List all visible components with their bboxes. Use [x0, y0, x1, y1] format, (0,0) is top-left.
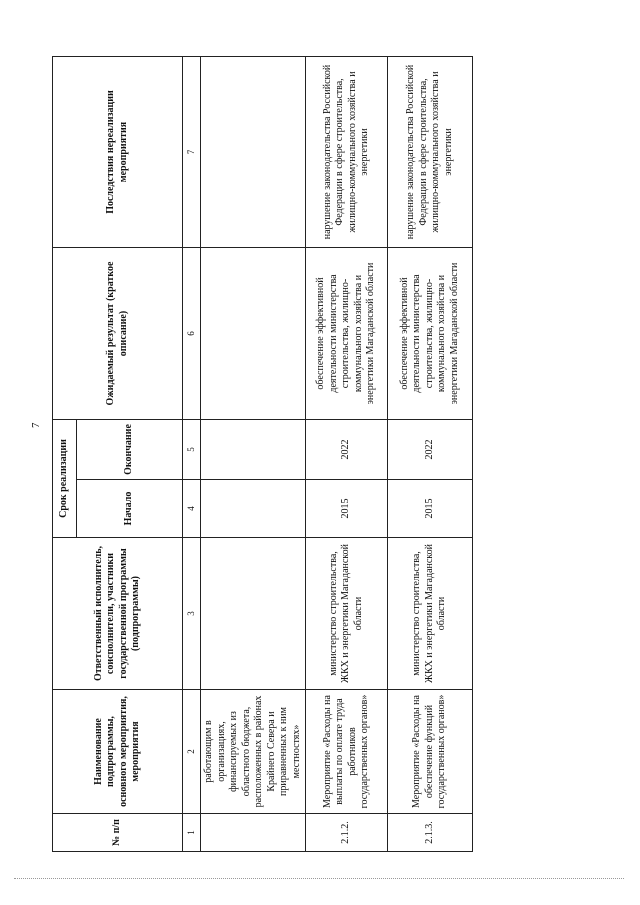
header-consequence: Последствия нереализации мероприятия — [53, 57, 183, 248]
page-number: 7 — [30, 422, 42, 428]
column-numbers-row — [183, 57, 201, 852]
col-number: 4 — [183, 480, 201, 538]
row-end — [201, 420, 306, 480]
row-name: Мероприятие «Расходы на обеспечение функций государственных органов» — [388, 690, 473, 814]
col-number: 6 — [183, 248, 201, 420]
table-row — [388, 57, 473, 852]
row-num — [201, 814, 306, 852]
row-end: 2022 — [306, 420, 388, 480]
col-number: 5 — [183, 420, 201, 480]
row-end: 2022 — [388, 420, 473, 480]
col-number: 3 — [183, 538, 201, 690]
row-executor: министерство строительства, ЖКХ и энергетики Магаданской области — [388, 538, 473, 690]
rotated-table-container — [52, 57, 460, 852]
program-table — [52, 56, 473, 852]
table-row — [306, 57, 388, 852]
col-number: 1 — [183, 814, 201, 852]
col-number: 7 — [183, 57, 201, 248]
row-consequence: нарушение законодательства Российской Федерации в сфере строительства, жилищно-коммунального хозяйства и энергетики — [388, 57, 473, 248]
header-period: Срок реализации — [53, 420, 77, 538]
row-executor: министерство строительства, ЖКХ и энергетики Магаданской области — [306, 538, 388, 690]
table-row — [201, 57, 306, 852]
header-result: Ожидаемый результат (краткое описание) — [53, 248, 183, 420]
row-consequence: нарушение законодательства Российской Федерации в сфере строительства, жилищно-коммунального хозяйства и энергетики — [306, 57, 388, 248]
row-num: 2.1.2. — [306, 814, 388, 852]
col-number: 2 — [183, 690, 201, 814]
row-result: обеспечение эффективной деятельности министерства строительства, жилищно-коммунального хозяйства и энергетики Магаданской области — [306, 248, 388, 420]
row-num: 2.1.3. — [388, 814, 473, 852]
header-row-1 — [53, 57, 77, 852]
row-start: 2015 — [306, 480, 388, 538]
footer-divider — [14, 878, 624, 879]
header-end: Окончание — [77, 420, 183, 480]
row-executor — [201, 538, 306, 690]
row-name: работающим в организациях, финансируемых из областного бюджета, расположенных в районах Крайнего Севера и приравненных к ним местностях» — [201, 690, 306, 814]
row-result: обеспечение эффективной деятельности министерства строительства, жилищно-коммунального хозяйства и энергетики Магаданской области — [388, 248, 473, 420]
row-consequence — [201, 57, 306, 248]
row-start — [201, 480, 306, 538]
row-name: Мероприятие «Расходы на выплаты по оплате труда работников государственных органов» — [306, 690, 388, 814]
header-executor: Ответственный исполнитель, соисполнители, участники государственной программы (подпрограммы) — [53, 538, 183, 690]
row-start: 2015 — [388, 480, 473, 538]
header-start: Начало — [77, 480, 183, 538]
header-num: № п/п — [53, 814, 183, 852]
row-result — [201, 248, 306, 420]
header-name: Наименование подпрограммы, основного мероприятия, мероприятия — [53, 690, 183, 814]
